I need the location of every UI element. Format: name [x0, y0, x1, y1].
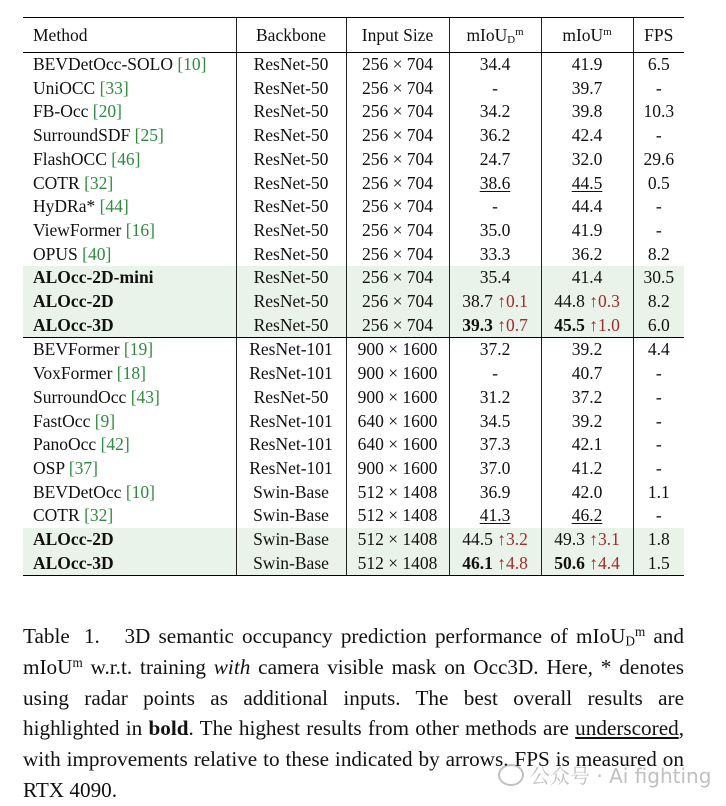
fps-cell: - — [633, 457, 684, 481]
method-name: ALOcc-2D — [33, 291, 114, 312]
caption-metric-miou: mIoU$^m$ — [23, 654, 83, 679]
input-size-cell: 256 × 704 — [346, 219, 449, 243]
wechat-icon — [498, 764, 524, 786]
method-cell — [23, 172, 236, 196]
input-size-cell: 640 × 1600 — [346, 433, 449, 457]
fps-cell: 8.2 — [633, 243, 684, 267]
fps-cell: 1.5 — [633, 552, 684, 576]
metric-value: 39.3 — [462, 314, 493, 335]
metric-value: 46.1 — [462, 552, 493, 573]
backbone-cell: ResNet-101 — [236, 338, 346, 362]
input-size-cell: 512 × 1408 — [346, 504, 449, 528]
miou-cell — [541, 53, 633, 77]
method-cell — [23, 124, 236, 148]
metric-value: 45.5 — [554, 314, 585, 335]
citation: [32] — [84, 505, 114, 526]
method-cell — [23, 552, 236, 576]
metric-value: 42.0 — [571, 481, 603, 502]
backbone-cell: ResNet-101 — [236, 362, 346, 386]
method-cell — [23, 266, 236, 290]
method-cell — [23, 219, 236, 243]
backbone-cell: ResNet-50 — [236, 100, 346, 124]
miou-d-cell — [449, 195, 541, 219]
backbone-cell: ResNet-50 — [236, 148, 346, 172]
method-cell — [23, 148, 236, 172]
table-row — [23, 552, 684, 576]
input-size-cell: 256 × 704 — [346, 266, 449, 290]
table-row — [23, 290, 684, 314]
method-cell — [23, 53, 236, 77]
caption-text: 3D semantic occupancy prediction performance of — [124, 624, 577, 648]
fps-cell: - — [633, 386, 684, 410]
metric-value: 46.2 — [571, 505, 603, 526]
method-cell — [23, 195, 236, 219]
table-row — [23, 338, 684, 362]
miou-cell — [541, 100, 633, 124]
caption-text: . The highest results from other methods are — [188, 716, 576, 741]
fps-cell: 1.1 — [633, 481, 684, 505]
gain-arrow: ↑1.0 — [589, 314, 620, 335]
miou-cell — [541, 266, 633, 290]
miou-cell — [541, 481, 633, 505]
miou-d-cell — [449, 481, 541, 505]
gain-arrow: ↑0.3 — [589, 291, 620, 312]
caption-metric-miou-d: mIoU$_D^m$ — [576, 623, 646, 649]
fps-cell: 8.2 — [633, 290, 684, 314]
metric-value: 34.5 — [479, 410, 511, 431]
fps-cell: 6.0 — [633, 314, 684, 338]
method-name: BEVFormer — [33, 339, 120, 360]
table-row — [23, 457, 684, 481]
backbone-cell: ResNet-50 — [236, 219, 346, 243]
miou-d-cell — [449, 504, 541, 528]
metric-value: 41.3 — [479, 505, 511, 526]
method-name: ALOcc-2D — [33, 529, 114, 550]
fps-cell: - — [633, 410, 684, 434]
metric-value: 34.2 — [479, 101, 511, 122]
citation: [18] — [116, 363, 146, 384]
method-cell — [23, 433, 236, 457]
miou-d-cell — [449, 314, 541, 338]
input-size-cell: 900 × 1600 — [346, 457, 449, 481]
miou-cell — [541, 362, 633, 386]
method-cell — [23, 243, 236, 267]
watermark: 公众号 · Ai fighting — [498, 760, 711, 789]
metric-value: 36.2 — [479, 125, 511, 146]
citation: [33] — [99, 77, 129, 98]
miou-d-cell — [449, 266, 541, 290]
miou-cell — [541, 77, 633, 101]
method-cell — [23, 338, 236, 362]
miou-d-cell — [449, 77, 541, 101]
table-row — [23, 243, 684, 267]
miou-d-cell — [449, 100, 541, 124]
metric-value: 39.2 — [571, 410, 603, 431]
miou-cell — [541, 552, 633, 576]
method-name: FlashOCC — [33, 148, 107, 169]
table-row — [23, 481, 684, 505]
citation: [19] — [123, 339, 154, 360]
metric-value: 41.9 — [571, 54, 603, 74]
miou-d-cell — [449, 410, 541, 434]
citation: [10] — [177, 54, 207, 74]
caption-text: w.r.t. training — [82, 654, 214, 679]
input-size-cell: 256 × 704 — [346, 195, 449, 219]
miou-cell — [541, 243, 633, 267]
metric-value: 39.7 — [571, 77, 603, 98]
metric-value: 33.3 — [479, 243, 511, 264]
miou-d-cell — [449, 528, 541, 552]
metric-value: 42.1 — [571, 434, 603, 455]
table-row — [23, 148, 684, 172]
caption-underline-word: underscored — [575, 716, 679, 741]
miou-d-cell — [449, 124, 541, 148]
metric-value: 38.6 — [479, 172, 511, 193]
fps-cell: 30.5 — [633, 266, 684, 290]
gain-arrow: ↑0.7 — [497, 314, 528, 335]
fps-cell: 10.3 — [633, 100, 684, 124]
metric-value: 37.2 — [479, 339, 511, 360]
backbone-cell: ResNet-50 — [236, 386, 346, 410]
miou-d-cell — [449, 243, 541, 267]
table-row — [23, 219, 684, 243]
citation: [32] — [84, 172, 114, 193]
method-name: BEVDetOcc-SOLO — [33, 54, 173, 74]
method-name: COTR — [33, 505, 80, 526]
fps-cell: - — [633, 362, 684, 386]
metric-value: 50.6 — [554, 552, 585, 573]
fps-cell: 6.5 — [633, 53, 684, 77]
backbone-cell: Swin-Base — [236, 552, 346, 576]
miou-cell — [541, 457, 633, 481]
input-size-cell: 900 × 1600 — [346, 338, 449, 362]
metric-value: - — [492, 363, 498, 384]
method-name: PanoOcc — [33, 434, 97, 455]
metric-value: 38.7 — [462, 291, 493, 312]
metric-value: 31.2 — [479, 386, 511, 407]
metric-value: 39.2 — [571, 339, 603, 360]
metric-value: 41.4 — [571, 267, 603, 288]
method-name: SurroundOcc — [33, 386, 127, 407]
method-cell — [23, 314, 236, 338]
citation: [10] — [125, 481, 155, 502]
method-cell — [23, 481, 236, 505]
backbone-cell: Swin-Base — [236, 481, 346, 505]
input-size-cell: 256 × 704 — [346, 243, 449, 267]
table-row — [23, 124, 684, 148]
header-miou: mIoU$^m$ — [541, 18, 633, 53]
metric-value: 44.5 — [462, 529, 493, 550]
method-cell — [23, 386, 236, 410]
caption-label: Table 1. — [23, 624, 100, 648]
table-row — [23, 172, 684, 196]
method-cell — [23, 410, 236, 434]
method-name: OPUS — [33, 243, 78, 264]
fps-cell: - — [633, 77, 684, 101]
gain-arrow: ↑0.1 — [497, 291, 528, 312]
caption-text: camera visible mask on Occ3D. Here, * denotes using radar points as additional inputs. The best overall results are highlighted in — [23, 654, 684, 741]
backbone-cell: ResNet-101 — [236, 433, 346, 457]
miou-cell — [541, 433, 633, 457]
citation: [46] — [111, 148, 141, 169]
table-row — [23, 266, 684, 290]
table-row — [23, 528, 684, 552]
method-name: ALOcc-3D — [33, 314, 114, 335]
citation: [16] — [125, 219, 155, 240]
miou-d-cell — [449, 290, 541, 314]
miou-d-cell — [449, 172, 541, 196]
fps-cell: 0.5 — [633, 172, 684, 196]
method-name: FastOcc — [33, 410, 91, 431]
header-method: Method — [23, 18, 236, 53]
backbone-cell: ResNet-50 — [236, 124, 346, 148]
metric-value: 37.3 — [479, 434, 511, 455]
input-size-cell: 256 × 704 — [346, 290, 449, 314]
miou-cell — [541, 314, 633, 338]
method-name: ViewFormer — [33, 219, 122, 240]
input-size-cell: 256 × 704 — [346, 172, 449, 196]
backbone-cell: ResNet-50 — [236, 172, 346, 196]
backbone-cell: ResNet-50 — [236, 243, 346, 267]
miou-cell — [541, 219, 633, 243]
miou-cell — [541, 504, 633, 528]
table-row — [23, 433, 684, 457]
miou-d-cell — [449, 338, 541, 362]
backbone-cell: ResNet-50 — [236, 266, 346, 290]
method-name: HyDRa* — [33, 196, 96, 217]
input-size-cell: 512 × 1408 — [346, 481, 449, 505]
miou-cell — [541, 386, 633, 410]
miou-cell — [541, 124, 633, 148]
backbone-cell: ResNet-101 — [236, 410, 346, 434]
input-size-cell: 512 × 1408 — [346, 552, 449, 576]
metric-value: 24.7 — [479, 148, 511, 169]
table-row — [23, 195, 684, 219]
fps-cell: - — [633, 195, 684, 219]
miou-d-cell — [449, 386, 541, 410]
input-size-cell: 256 × 704 — [346, 53, 449, 77]
citation: [40] — [82, 243, 112, 264]
header-input-size: Input Size — [346, 18, 449, 53]
backbone-cell: ResNet-50 — [236, 77, 346, 101]
metric-value: 44.8 — [554, 291, 585, 312]
table-row — [23, 100, 684, 124]
table-row — [23, 386, 684, 410]
metric-value: 39.8 — [571, 101, 603, 122]
citation: [37] — [68, 457, 98, 478]
caption-emphasis: with — [213, 654, 251, 679]
method-name: ALOcc-2D-mini — [33, 267, 154, 288]
input-size-cell: 256 × 704 — [346, 124, 449, 148]
miou-d-cell — [449, 53, 541, 77]
method-name: VoxFormer — [33, 363, 113, 384]
metric-value: - — [492, 77, 498, 98]
table-row — [23, 314, 684, 338]
input-size-cell: 256 × 704 — [346, 77, 449, 101]
results-table — [23, 17, 684, 576]
table-row — [23, 362, 684, 386]
metric-value: 35.0 — [479, 219, 511, 240]
caption-text: and — [645, 624, 684, 648]
backbone-cell: ResNet-101 — [236, 457, 346, 481]
miou-cell — [541, 528, 633, 552]
method-cell — [23, 290, 236, 314]
citation: [25] — [134, 125, 164, 146]
header-backbone: Backbone — [236, 18, 346, 53]
fps-cell: - — [633, 124, 684, 148]
caption-bold-word: bold — [148, 716, 189, 741]
method-cell — [23, 457, 236, 481]
miou-cell — [541, 410, 633, 434]
citation: [42] — [100, 434, 130, 455]
method-cell — [23, 77, 236, 101]
fps-cell: 29.6 — [633, 148, 684, 172]
gain-arrow: ↑4.8 — [497, 552, 528, 573]
metric-value: 44.4 — [571, 196, 603, 217]
gain-arrow: ↑3.2 — [497, 529, 528, 550]
backbone-cell: Swin-Base — [236, 528, 346, 552]
input-size-cell: 256 × 704 — [346, 148, 449, 172]
fps-cell: 4.4 — [633, 338, 684, 362]
backbone-cell: ResNet-50 — [236, 290, 346, 314]
header-fps: FPS — [633, 18, 684, 53]
input-size-cell: 900 × 1600 — [346, 386, 449, 410]
metric-value: 36.9 — [479, 481, 511, 502]
input-size-cell: 900 × 1600 — [346, 362, 449, 386]
method-name: UniOCC — [33, 77, 96, 98]
fps-cell: 1.8 — [633, 528, 684, 552]
metric-value: 37.0 — [479, 457, 511, 478]
metric-value: 41.9 — [571, 219, 603, 240]
citation: [43] — [130, 386, 160, 407]
metric-value: 37.2 — [571, 386, 603, 407]
metric-value: 41.2 — [571, 457, 603, 478]
metric-value: 42.4 — [571, 125, 603, 146]
miou-d-cell — [449, 552, 541, 576]
table-row — [23, 410, 684, 434]
miou-d-cell — [449, 362, 541, 386]
header-row — [23, 18, 684, 53]
miou-cell — [541, 195, 633, 219]
method-cell — [23, 504, 236, 528]
backbone-cell: ResNet-50 — [236, 195, 346, 219]
method-cell — [23, 362, 236, 386]
input-size-cell: 256 × 704 — [346, 314, 449, 338]
miou-cell — [541, 148, 633, 172]
metric-value: 36.2 — [571, 243, 603, 264]
input-size-cell: 256 × 704 — [346, 100, 449, 124]
method-cell — [23, 100, 236, 124]
gain-arrow: ↑3.1 — [589, 529, 620, 550]
fps-cell: - — [633, 433, 684, 457]
method-cell — [23, 528, 236, 552]
method-name: SurroundSDF — [33, 125, 131, 146]
metric-value: 40.7 — [571, 363, 603, 384]
citation: [20] — [92, 101, 122, 122]
metric-value: 49.3 — [554, 529, 585, 550]
header-miou-d: mIoU$_D^m$ — [449, 18, 541, 53]
metric-value: 35.4 — [479, 267, 511, 288]
method-name: COTR — [33, 172, 80, 193]
input-size-cell: 640 × 1600 — [346, 410, 449, 434]
table-body — [23, 53, 684, 576]
citation: [9] — [94, 410, 116, 431]
table-row — [23, 53, 684, 77]
input-size-cell: 512 × 1408 — [346, 528, 449, 552]
miou-d-cell — [449, 457, 541, 481]
miou-cell — [541, 290, 633, 314]
miou-cell — [541, 338, 633, 362]
metric-value: 44.5 — [571, 172, 603, 193]
method-name: FB-Occ — [33, 101, 89, 122]
method-name: BEVDetOcc — [33, 481, 122, 502]
table-row — [23, 504, 684, 528]
backbone-cell: Swin-Base — [236, 504, 346, 528]
method-name: ALOcc-3D — [33, 552, 114, 573]
backbone-cell: ResNet-50 — [236, 53, 346, 77]
table-row — [23, 77, 684, 101]
miou-d-cell — [449, 433, 541, 457]
fps-cell: - — [633, 219, 684, 243]
fps-cell: - — [633, 504, 684, 528]
caption-text: , with improvements relative to these indicated by arrows. FPS is measured on RTX 4090. — [23, 716, 684, 802]
citation: [44] — [99, 196, 129, 217]
gain-arrow: ↑4.4 — [589, 552, 620, 573]
metric-value: - — [492, 196, 498, 217]
metric-value: 32.0 — [571, 148, 603, 169]
backbone-cell: ResNet-50 — [236, 314, 346, 338]
miou-d-cell — [449, 219, 541, 243]
metric-value: 34.4 — [479, 54, 511, 74]
method-name: OSP — [33, 457, 65, 478]
miou-d-cell — [449, 148, 541, 172]
miou-cell — [541, 172, 633, 196]
